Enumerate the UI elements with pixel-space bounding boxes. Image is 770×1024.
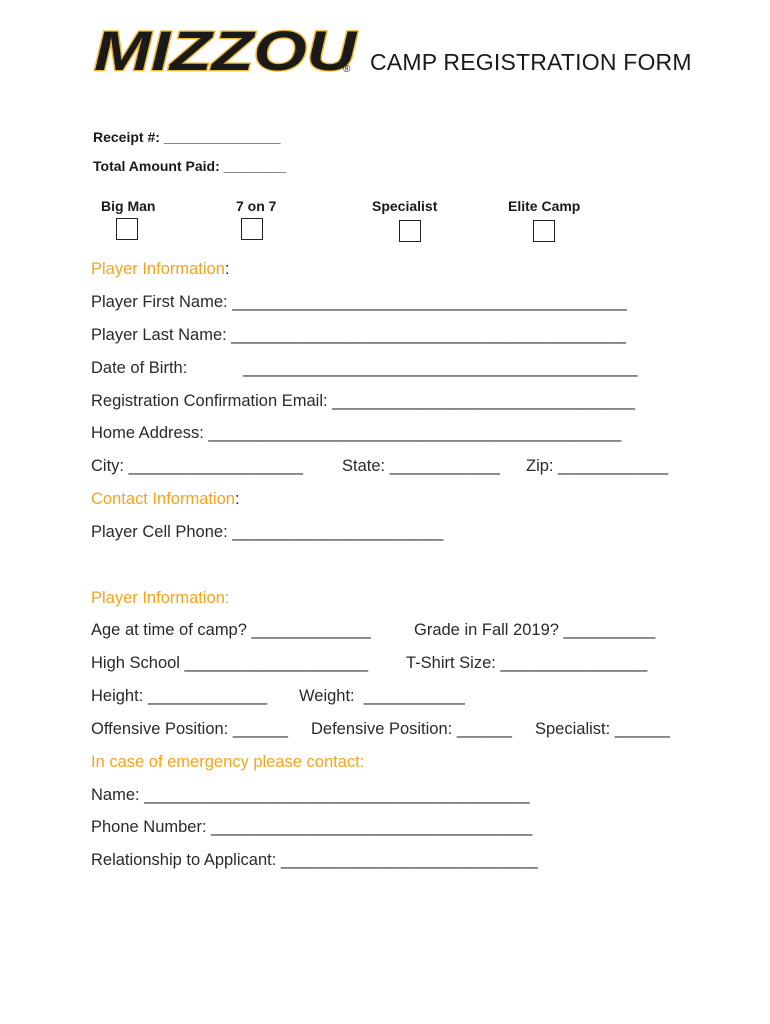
amount-paid-line[interactable]: Total Amount Paid: ________ bbox=[93, 158, 286, 174]
contact-info-heading: Contact Information: bbox=[91, 490, 240, 508]
checkbox-7on7[interactable] bbox=[241, 218, 263, 240]
address-field[interactable]: Home Address: _____________________________________________ bbox=[91, 424, 622, 442]
cell-phone-field[interactable]: Player Cell Phone: _______________________ bbox=[91, 523, 444, 541]
grade-field[interactable]: Grade in Fall 2019? __________ bbox=[414, 621, 656, 639]
mizzou-logo bbox=[90, 22, 360, 80]
player-info-heading: Player Information: bbox=[91, 260, 230, 278]
receipt-line[interactable]: Receipt #: _______________ bbox=[93, 129, 281, 145]
player-info-heading-2: Player Information: bbox=[91, 589, 230, 607]
emergency-phone-field[interactable]: Phone Number: ___________________________________ bbox=[91, 818, 533, 836]
email-field[interactable]: Registration Confirmation Email: _________________________________ bbox=[91, 392, 636, 410]
offensive-position-field[interactable]: Offensive Position: ______ bbox=[91, 720, 288, 738]
relationship-field[interactable]: Relationship to Applicant: ____________________________ bbox=[91, 851, 538, 869]
checkbox-elite-camp[interactable] bbox=[533, 220, 555, 242]
specialist-field[interactable]: Specialist: ______ bbox=[535, 720, 670, 738]
camp-label-big-man: Big Man bbox=[101, 198, 156, 214]
emergency-name-field[interactable]: Name: __________________________________________ bbox=[91, 786, 530, 804]
page-title: CAMP REGISTRATION FORM bbox=[370, 49, 692, 75]
state-field[interactable]: State: ____________ bbox=[342, 457, 500, 475]
height-field[interactable]: Height: _____________ bbox=[91, 687, 268, 705]
camp-label-elite: Elite Camp bbox=[508, 198, 581, 214]
defensive-position-field[interactable]: Defensive Position: ______ bbox=[311, 720, 512, 738]
first-name-field[interactable]: Player First Name: ___________________________________________ bbox=[91, 293, 627, 311]
age-field[interactable]: Age at time of camp? _____________ bbox=[91, 621, 371, 639]
last-name-field[interactable]: Player Last Name: ___________________________________________ bbox=[91, 326, 626, 344]
high-school-field[interactable]: High School ____________________ bbox=[91, 654, 369, 672]
city-field[interactable]: City: ___________________ bbox=[91, 457, 303, 475]
checkbox-specialist[interactable] bbox=[399, 220, 421, 242]
camp-label-7on7: 7 on 7 bbox=[236, 198, 277, 214]
weight-field[interactable]: Weight: ___________ bbox=[299, 687, 465, 705]
emergency-heading: In case of emergency please contact: bbox=[91, 753, 365, 771]
registered-mark: ® bbox=[343, 64, 351, 75]
tshirt-size-field[interactable]: T-Shirt Size: ________________ bbox=[406, 654, 648, 672]
camp-label-specialist: Specialist bbox=[372, 198, 438, 214]
checkbox-big-man[interactable] bbox=[116, 218, 138, 240]
logo-text: MIZZOU bbox=[94, 22, 358, 80]
zip-field[interactable]: Zip: ____________ bbox=[526, 457, 669, 475]
dob-field[interactable]: ___________________________________________ bbox=[243, 359, 638, 377]
dob-label: Date of Birth: bbox=[91, 359, 188, 377]
